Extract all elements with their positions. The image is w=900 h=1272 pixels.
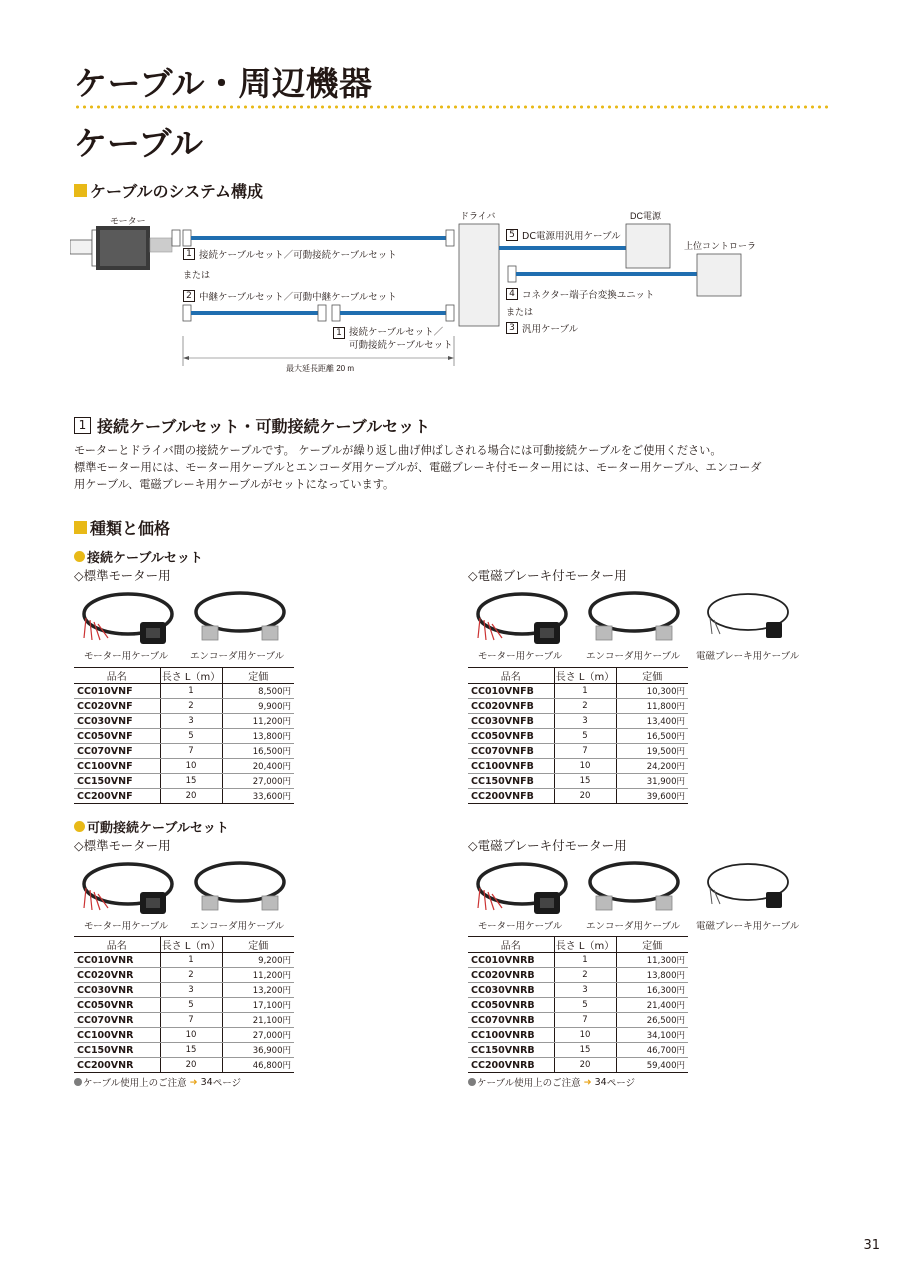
column-header-name: 品名 bbox=[468, 937, 554, 953]
diagram-or-label: または bbox=[183, 271, 211, 281]
encoder-cable-caption: エンコーダ用ケーブル bbox=[586, 921, 681, 932]
cell-name: CC050VNRB bbox=[468, 998, 554, 1013]
dotted-divider bbox=[74, 104, 830, 110]
cell-price: 16,500円 bbox=[616, 729, 688, 744]
connector bbox=[508, 266, 516, 282]
table-row bbox=[468, 1058, 688, 1073]
column-header-price: 定価 bbox=[616, 937, 688, 953]
price-table-movable-brake bbox=[468, 936, 688, 1073]
cell-length: 2 bbox=[160, 968, 222, 983]
cell-length: 1 bbox=[554, 684, 616, 699]
cell-name: CC050VNF bbox=[74, 729, 160, 744]
cell-name: CC010VNFB bbox=[468, 684, 554, 699]
circle-bullet-icon bbox=[74, 821, 85, 832]
cell-length: 5 bbox=[160, 998, 222, 1013]
column-header-price: 定価 bbox=[616, 668, 688, 684]
cell-length: 15 bbox=[554, 774, 616, 789]
section1-description: 標準モーター用には、モーター用ケーブルとエンコーダ用ケーブルが、電磁ブレーキ付モーター用には、モーター用ケーブル、エンコーダ bbox=[74, 461, 762, 474]
cell-price: 46,700円 bbox=[616, 1043, 688, 1058]
cell-price: 27,000円 bbox=[222, 1028, 294, 1043]
cell-price: 27,000円 bbox=[222, 774, 294, 789]
cell-price: 46,800円 bbox=[222, 1058, 294, 1073]
table-row bbox=[74, 759, 294, 774]
table-row bbox=[468, 1043, 688, 1058]
page-title: ケーブル・周辺機器 bbox=[74, 64, 373, 103]
group-connect-title: 接続ケーブルセット bbox=[74, 547, 203, 566]
cell-price: 8,500円 bbox=[222, 684, 294, 699]
host-controller-box bbox=[697, 254, 741, 296]
cell-name: CC020VNR bbox=[74, 968, 160, 983]
system-heading: ケーブルのシステム構成 bbox=[74, 179, 263, 202]
column-header-price: 定価 bbox=[222, 668, 294, 684]
group-movable-title: 可動接続ケーブルセット bbox=[74, 817, 229, 836]
cell-length: 1 bbox=[554, 953, 616, 968]
column-header-length: 長さ L（m） bbox=[160, 937, 222, 953]
brake-cable-icon bbox=[702, 858, 802, 920]
table-row bbox=[468, 759, 688, 774]
connector bbox=[318, 305, 326, 321]
motor-cable-caption: モーター用ケーブル bbox=[84, 921, 169, 932]
square-bullet-icon bbox=[74, 521, 87, 534]
cell-price: 26,500円 bbox=[616, 1013, 688, 1028]
cell-length: 20 bbox=[160, 789, 222, 804]
circle-bullet-icon bbox=[468, 1078, 476, 1086]
cell-name: CC200VNR bbox=[74, 1058, 160, 1073]
cell-price: 11,800円 bbox=[616, 699, 688, 714]
table-row bbox=[74, 983, 294, 998]
cell-price: 17,100円 bbox=[222, 998, 294, 1013]
encoder-cable-caption: エンコーダ用ケーブル bbox=[190, 921, 285, 932]
cell-length: 10 bbox=[554, 1028, 616, 1043]
price-table-connect-standard bbox=[74, 667, 294, 804]
page-number: 31 bbox=[863, 1238, 880, 1253]
cell-length: 3 bbox=[160, 714, 222, 729]
diagram-item-1b: 1 接続ケーブルセット／ 可動接続ケーブルセット bbox=[333, 326, 453, 352]
cell-length: 3 bbox=[160, 983, 222, 998]
brake-motor-title: ◇電磁ブレーキ付モーター用 bbox=[468, 568, 627, 583]
system-diagram bbox=[70, 208, 760, 378]
table-row bbox=[74, 684, 294, 699]
table-row bbox=[74, 699, 294, 714]
standard-motor-title: ◇標準モーター用 bbox=[74, 838, 171, 853]
cell-name: CC070VNFB bbox=[468, 744, 554, 759]
cell-length: 1 bbox=[160, 684, 222, 699]
table-row bbox=[468, 699, 688, 714]
table-row bbox=[468, 983, 688, 998]
motor-label: モーター bbox=[110, 216, 146, 226]
cell-name: CC150VNF bbox=[74, 774, 160, 789]
standard-motor-title: ◇標準モーター用 bbox=[74, 568, 171, 583]
cell-length: 3 bbox=[554, 714, 616, 729]
table-row bbox=[468, 968, 688, 983]
cell-name: CC200VNF bbox=[74, 789, 160, 804]
cell-price: 21,100円 bbox=[222, 1013, 294, 1028]
cell-length: 10 bbox=[554, 759, 616, 774]
motor-illustration bbox=[70, 226, 172, 270]
cell-price: 11,200円 bbox=[222, 714, 294, 729]
cell-length: 5 bbox=[554, 729, 616, 744]
cell-length: 15 bbox=[554, 1043, 616, 1058]
motor-cable-icon bbox=[474, 588, 574, 650]
connector bbox=[183, 230, 191, 246]
cell-name: CC030VNF bbox=[74, 714, 160, 729]
table-row bbox=[74, 714, 294, 729]
table-row bbox=[468, 729, 688, 744]
cell-name: CC020VNF bbox=[74, 699, 160, 714]
cell-length: 2 bbox=[554, 699, 616, 714]
cell-price: 24,200円 bbox=[616, 759, 688, 774]
usage-note: ケーブル使用上のご注意 ➜ 34 ページ bbox=[74, 1075, 241, 1089]
cell-price: 36,900円 bbox=[222, 1043, 294, 1058]
table-row bbox=[74, 789, 294, 804]
brake-motor-title: ◇電磁ブレーキ付モーター用 bbox=[468, 838, 627, 853]
brake-cable-caption: 電磁ブレーキ用ケーブル bbox=[696, 921, 800, 932]
cell-length: 20 bbox=[160, 1058, 222, 1073]
diagram-item-4: 4 コネクター端子台変換ユニット bbox=[506, 287, 654, 301]
driver-label: ドライバ bbox=[460, 211, 496, 221]
cell-price: 13,800円 bbox=[222, 729, 294, 744]
diagram-item-2: 2 中継ケーブルセット／可動中継ケーブルセット bbox=[183, 289, 397, 303]
cell-name: CC200VNFB bbox=[468, 789, 554, 804]
diagram-item-1: 1 接続ケーブルセット／可動接続ケーブルセット bbox=[183, 247, 397, 261]
host-controller-label: 上位コントローラ bbox=[684, 241, 757, 251]
column-header-name: 品名 bbox=[74, 668, 160, 684]
connector bbox=[332, 305, 340, 321]
cell-length: 10 bbox=[160, 1028, 222, 1043]
column-header-length: 長さ L（m） bbox=[554, 668, 616, 684]
cell-length: 7 bbox=[160, 1013, 222, 1028]
cell-name: CC030VNFB bbox=[468, 714, 554, 729]
driver-box bbox=[459, 224, 499, 326]
column-header-name: 品名 bbox=[74, 937, 160, 953]
dc-power-label: DC電源 bbox=[630, 211, 661, 221]
cell-price: 19,500円 bbox=[616, 744, 688, 759]
motor-cable-caption: モーター用ケーブル bbox=[478, 921, 563, 932]
table-row bbox=[468, 953, 688, 968]
max-length-label: 最大延長距離 20 m bbox=[286, 364, 355, 373]
column-header-price: 定価 bbox=[222, 937, 294, 953]
cell-name: CC070VNRB bbox=[468, 1013, 554, 1028]
cell-length: 20 bbox=[554, 789, 616, 804]
section1-description: モーターとドライバ間の接続ケーブルです。 ケーブルが繰り返し曲げ伸ばしされる場合には可動接続ケーブルをご使用ください。 bbox=[74, 444, 722, 457]
arrow-right-icon: ➜ bbox=[583, 1076, 592, 1088]
table-row bbox=[74, 1043, 294, 1058]
table-row bbox=[74, 1013, 294, 1028]
circle-bullet-icon bbox=[74, 551, 85, 562]
cell-name: CC020VNRB bbox=[468, 968, 554, 983]
cell-name: CC070VNF bbox=[74, 744, 160, 759]
cell-price: 31,900円 bbox=[616, 774, 688, 789]
cell-length: 3 bbox=[554, 983, 616, 998]
cell-price: 34,100円 bbox=[616, 1028, 688, 1043]
price-table-movable-standard bbox=[74, 936, 294, 1073]
connector bbox=[446, 230, 454, 246]
diagram-item-5: 5 DC電源用汎用ケーブル bbox=[506, 228, 621, 242]
encoder-cable-icon bbox=[584, 858, 684, 920]
table-row bbox=[468, 744, 688, 759]
cell-price: 13,400円 bbox=[616, 714, 688, 729]
cell-name: CC010VNRB bbox=[468, 953, 554, 968]
cell-name: CC100VNR bbox=[74, 1028, 160, 1043]
cell-price: 10,300円 bbox=[616, 684, 688, 699]
cell-price: 13,200円 bbox=[222, 983, 294, 998]
encoder-cable-icon bbox=[190, 588, 290, 650]
cell-name: CC010VNF bbox=[74, 684, 160, 699]
cell-price: 33,600円 bbox=[222, 789, 294, 804]
cell-name: CC150VNFB bbox=[468, 774, 554, 789]
cell-length: 2 bbox=[554, 968, 616, 983]
column-header-length: 長さ L（m） bbox=[554, 937, 616, 953]
table-row bbox=[468, 714, 688, 729]
motor-cable-icon bbox=[80, 858, 180, 920]
circle-bullet-icon bbox=[74, 1078, 82, 1086]
table-row bbox=[74, 1028, 294, 1043]
usage-note: ケーブル使用上のご注意 ➜ 34 ページ bbox=[468, 1075, 635, 1089]
connector bbox=[446, 305, 454, 321]
cell-length: 7 bbox=[554, 1013, 616, 1028]
encoder-cable-caption: エンコーダ用ケーブル bbox=[190, 651, 285, 662]
table-row bbox=[74, 1058, 294, 1073]
cell-length: 7 bbox=[554, 744, 616, 759]
arrow-right-icon: ➜ bbox=[189, 1076, 198, 1088]
section-title: ケーブル bbox=[74, 124, 204, 163]
connector bbox=[183, 305, 191, 321]
cell-price: 9,900円 bbox=[222, 699, 294, 714]
cell-length: 2 bbox=[160, 699, 222, 714]
table-row bbox=[468, 684, 688, 699]
cell-name: CC100VNF bbox=[74, 759, 160, 774]
cell-price: 11,300円 bbox=[616, 953, 688, 968]
price-table-connect-brake bbox=[468, 667, 688, 804]
table-row bbox=[74, 998, 294, 1013]
table-row bbox=[74, 744, 294, 759]
cell-length: 7 bbox=[160, 744, 222, 759]
price-heading: 種類と価格 bbox=[74, 516, 170, 539]
table-row bbox=[468, 1013, 688, 1028]
motor-cable-caption: モーター用ケーブル bbox=[478, 651, 563, 662]
table-row bbox=[74, 729, 294, 744]
square-bullet-icon bbox=[74, 184, 87, 197]
table-row bbox=[74, 774, 294, 789]
cell-price: 11,200円 bbox=[222, 968, 294, 983]
cell-price: 9,200円 bbox=[222, 953, 294, 968]
column-header-name: 品名 bbox=[468, 668, 554, 684]
encoder-cable-caption: エンコーダ用ケーブル bbox=[586, 651, 681, 662]
dc-power-box bbox=[626, 224, 670, 268]
cell-length: 20 bbox=[554, 1058, 616, 1073]
cell-name: CC100VNRB bbox=[468, 1028, 554, 1043]
section1-heading: 1 接続ケーブルセット・可動接続ケーブルセット bbox=[74, 414, 430, 437]
encoder-cable-icon bbox=[584, 588, 684, 650]
cell-price: 20,400円 bbox=[222, 759, 294, 774]
cell-name: CC150VNRB bbox=[468, 1043, 554, 1058]
cell-name: CC050VNFB bbox=[468, 729, 554, 744]
table-row bbox=[468, 774, 688, 789]
cell-price: 13,800円 bbox=[616, 968, 688, 983]
cell-name: CC200VNRB bbox=[468, 1058, 554, 1073]
cell-name: CC150VNR bbox=[74, 1043, 160, 1058]
cell-length: 5 bbox=[160, 729, 222, 744]
cell-length: 10 bbox=[160, 759, 222, 774]
cell-length: 5 bbox=[554, 998, 616, 1013]
cell-name: CC010VNR bbox=[74, 953, 160, 968]
motor-cable-icon bbox=[80, 588, 180, 650]
cell-price: 16,300円 bbox=[616, 983, 688, 998]
cell-length: 1 bbox=[160, 953, 222, 968]
cell-price: 59,400円 bbox=[616, 1058, 688, 1073]
motor-cable-caption: モーター用ケーブル bbox=[84, 651, 169, 662]
diagram-or-label: または bbox=[506, 308, 534, 318]
diagram-item-3: 3 汎用ケーブル bbox=[506, 321, 578, 335]
cell-name: CC070VNR bbox=[74, 1013, 160, 1028]
brake-cable-caption: 電磁ブレーキ用ケーブル bbox=[696, 651, 800, 662]
encoder-cable-icon bbox=[190, 858, 290, 920]
cell-name: CC030VNR bbox=[74, 983, 160, 998]
column-header-length: 長さ L（m） bbox=[160, 668, 222, 684]
table-row bbox=[468, 789, 688, 804]
cell-length: 15 bbox=[160, 1043, 222, 1058]
table-row bbox=[74, 953, 294, 968]
table-row bbox=[74, 968, 294, 983]
cell-name: CC050VNR bbox=[74, 998, 160, 1013]
cell-price: 21,400円 bbox=[616, 998, 688, 1013]
table-row bbox=[468, 998, 688, 1013]
table-row bbox=[468, 1028, 688, 1043]
cell-name: CC030VNRB bbox=[468, 983, 554, 998]
cell-name: CC020VNFB bbox=[468, 699, 554, 714]
motor-cable-icon bbox=[474, 858, 574, 920]
cell-price: 39,600円 bbox=[616, 789, 688, 804]
cell-price: 16,500円 bbox=[222, 744, 294, 759]
brake-cable-icon bbox=[702, 588, 802, 650]
section1-description: 用ケーブル、電磁ブレーキ用ケーブルがセットになっています。 bbox=[74, 478, 395, 491]
connector bbox=[172, 230, 180, 246]
cell-length: 15 bbox=[160, 774, 222, 789]
cell-name: CC100VNFB bbox=[468, 759, 554, 774]
